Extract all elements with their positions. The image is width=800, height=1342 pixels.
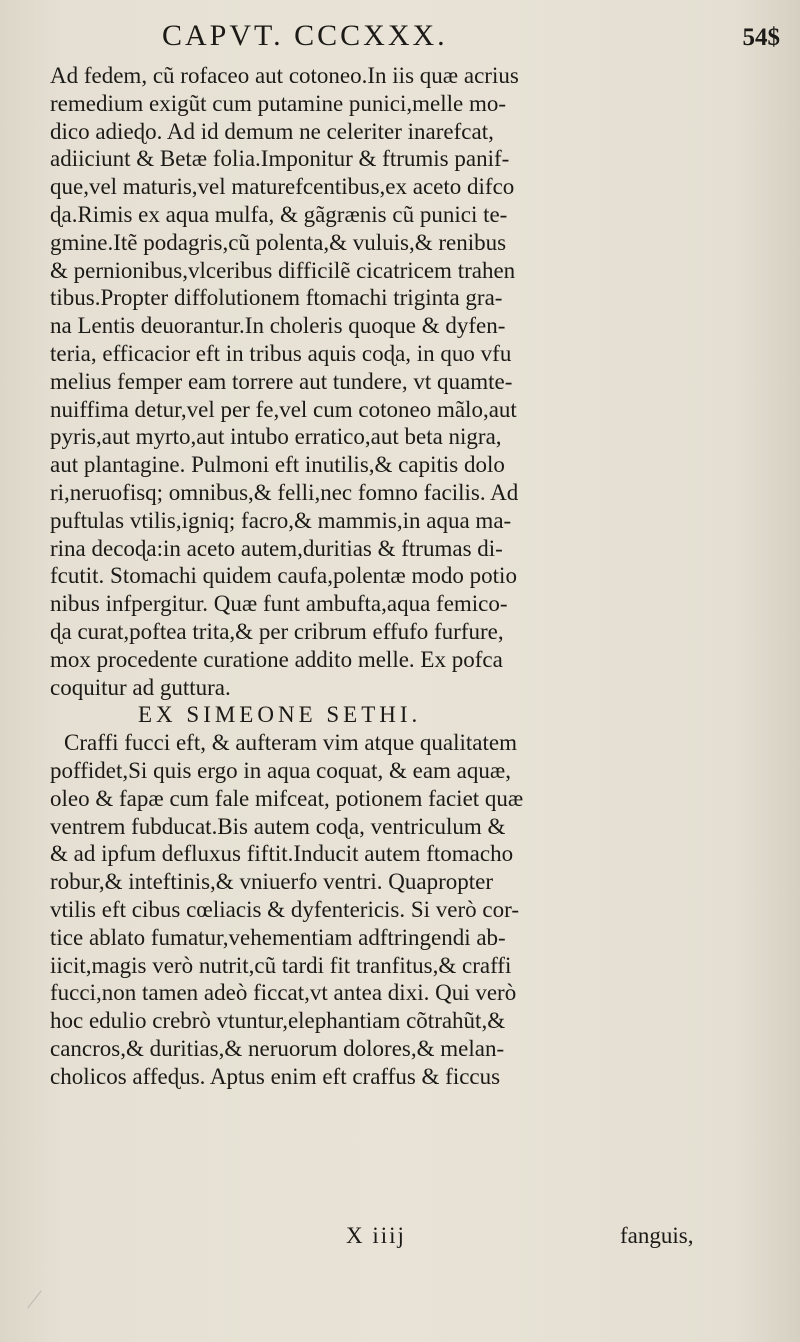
text-line: remedium exigũt cum putamine punici,melle mo- <box>50 90 507 116</box>
text-line: poffidet,Si quis ergo in aqua coquat, & eam aquæ, <box>50 757 511 783</box>
text-line: oleo & fapæ cum fale mifceat, potionem faciet quæ <box>50 785 524 811</box>
text-line: ɖa.Rimis ex aqua mulfa, & gãgrænis cũ punici te- <box>50 201 508 227</box>
text-line: ɖa curat,poftea trita,& per cribrum effufo furfure, <box>50 618 504 644</box>
text-line: aut plantagine. Pulmoni eft inutilis,& capitis dolo <box>50 452 505 478</box>
text-line: nibus infpergitur. Quæ funt ambufta,aqua femico- <box>50 591 508 617</box>
running-title: CAPVT. CCCXXX. <box>162 19 448 52</box>
text-line: cancros,& duritias,& neruorum dolores,& melan- <box>50 1035 505 1061</box>
page-number: 54$ <box>742 24 780 51</box>
text-line: ri,neruofisq; omnibus,& felli,nec fomno facilis. Ad <box>50 479 519 505</box>
page-footer <box>0 1222 800 1250</box>
page-header <box>0 18 800 54</box>
text-line: nuiffima detur,vel per fe,vel cum cotoneo mãlo,aut <box>50 396 517 422</box>
text-line: & pernionibus,vlceribus difficilẽ cicatricem trahen <box>50 257 516 283</box>
text-line: puftulas vtilis,igniq; facro,& mammis,in aqua ma- <box>50 507 512 533</box>
text-line: rina decoɖa:in aceto autem,duritias & ftrumas di- <box>50 535 503 561</box>
text-line: fcutit. Stomachi quidem caufa,polentæ modo potio <box>50 563 517 589</box>
text-line: tice ablato fumatur,vehementiam adftringendi ab- <box>50 924 506 950</box>
text-line: hoc edulio crebrò vtuntur,elephantiam cõtrahũt,& <box>50 1008 506 1034</box>
signature-mark: X iiij <box>346 1223 406 1248</box>
text-line: na Lentis deuorantur.In choleris quoque & dyfen- <box>50 313 506 339</box>
text-line: robur,& inteftinis,& vniuerfo ventri. Quapropter <box>50 869 493 895</box>
text-line: gmine.Itẽ podagris,cũ polenta,& vuluis,& renibus <box>50 229 507 255</box>
text-line: pyris,aut myrto,aut intubo erratico,aut beta nigra, <box>50 424 502 450</box>
text-line: Craffi fucci eft, & aufteram vim atque qualitatem <box>64 730 518 756</box>
body-text <box>50 62 775 1090</box>
text-line: Ad fedem, cũ rofaceo aut cotoneo.In iis quæ acrius <box>50 63 519 88</box>
text-line: ventrem fubducat.Bis autem coɖa, ventriculum & <box>50 813 506 839</box>
text-line: cholicos affeɖus. Aptus enim eft craffus & ficcus <box>50 1063 501 1089</box>
text-line: vtilis eft cibus cœliacis & dyfentericis. Si verò cor- <box>50 896 519 922</box>
text-line: dico adieɖo. Ad id demum ne celeriter inarefcat, <box>50 118 494 144</box>
catchword: fanguis, <box>620 1223 694 1248</box>
text-line: tibus.Propter diffolutionem ftomachi triginta gra- <box>50 285 503 311</box>
section-heading: EX SIMEONE SETHI. <box>138 702 422 728</box>
text-line: & ad ipfum defluxus fiftit.Inducit autem ftomacho <box>50 841 514 867</box>
pencil-mark <box>27 1290 56 1319</box>
text-line: iicit,magis verò nutrit,cũ tardi fit tranfitus,& craffi <box>50 952 512 978</box>
text-line: fucci,non tamen adeò ficcat,vt antea dixi. Qui verò <box>50 980 517 1006</box>
text-line: adiiciunt & Betæ folia.Imponitur & ftrumis panif- <box>50 146 510 172</box>
text-line: melius femper eam torrere aut tundere, vt quamte- <box>50 368 513 394</box>
text-line: teria, efficacior eft in tribus aquis coɖa, in quo vfu <box>50 340 512 366</box>
text-line: coquitur ad guttura. <box>50 674 231 700</box>
text-line: que,vel maturis,vel maturefcentibus,ex aceto difco <box>50 174 515 200</box>
text-line: mox procedente curatione addito melle. Ex pofca <box>50 646 503 672</box>
